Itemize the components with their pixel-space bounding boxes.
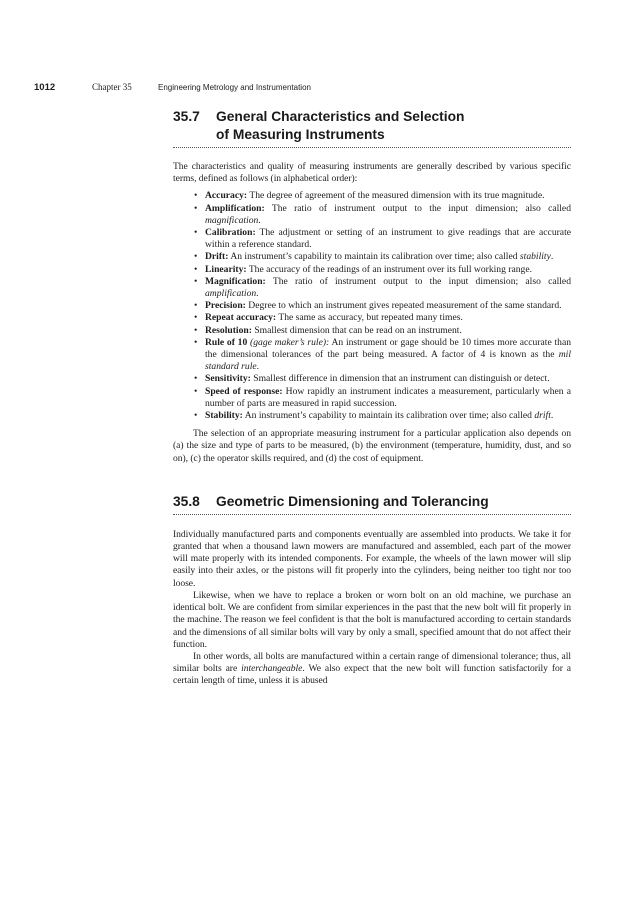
- bullet-icon: •: [194, 385, 198, 397]
- bullet-icon: •: [194, 263, 198, 275]
- definition-end: .: [550, 251, 554, 263]
- para3-end: . We also expect that the new bolt will function satisfactorily for a certain length of time, unless it is abused: [173, 663, 572, 687]
- bullet-icon: •: [194, 251, 198, 263]
- definition-italic: stability: [519, 251, 551, 263]
- definition-text: Degree to which an instrument gives repeated measurement of the same standard.: [248, 300, 562, 312]
- definition-term: Stability:: [205, 410, 243, 422]
- body-paragraph-1: Individually manufactured parts and components eventually are assembled into products. We take it for granted that when a thousand lawn mowers are manufactured and assembled, each part of the mower will mate properly with its intended components. For example, the wheels of the lawn mower will slip easily into their axles, or the pistons will fit properly into the cylinders, being neither too tight nor too loose.: [173, 528, 571, 589]
- definition-text: The accuracy of the readings of an instrument over its full working range.: [248, 263, 532, 275]
- definition-term: Drift:: [205, 251, 229, 263]
- section-body: [173, 529, 571, 688]
- body-paragraph-2: Likewise, when we have to replace a broken or worn bolt on an old machine, we purchase an identical bolt. We are confident from similar experiences in the past that the new bolt will fit properly in the machine. The reason we feel confident is that the bolt is manufactured according to certain standards and the dimensions of all similar bolts will vary by only a small, specified amount that do not affect their function.: [173, 589, 571, 650]
- definition-item: [194, 337, 571, 374]
- definition-term: Amplification:: [205, 202, 265, 214]
- bullet-icon: •: [194, 410, 198, 422]
- section-divider: [173, 514, 571, 515]
- definition-text: Smallest difference in dimension that an instrument can distinguish or detect.: [253, 373, 550, 385]
- page-body: [173, 108, 571, 688]
- definition-text: Smallest dimension that can be read on an instrument.: [254, 324, 462, 336]
- definition-term: Precision:: [205, 300, 246, 312]
- definition-text: An instrument’s capability to maintain its calibration over time; also called: [244, 410, 535, 422]
- definition-text: The degree of agreement of the measured dimension with its true magnitude.: [249, 190, 545, 202]
- bullet-icon: •: [194, 275, 198, 287]
- definition-italic: magnification: [205, 214, 259, 226]
- definition-term: Resolution:: [205, 324, 252, 336]
- bullet-icon: •: [194, 300, 198, 312]
- definition-italic: amplification: [205, 288, 257, 300]
- body-paragraph-3: [173, 651, 571, 688]
- definition-text: How rapidly an instrument indicates a measurement, particularly when a number of parts are measured in rapid succession.: [205, 385, 571, 409]
- definitions-list: [173, 190, 571, 422]
- bullet-icon: •: [194, 190, 198, 202]
- definition-note: (gage maker’s rule):: [250, 336, 330, 348]
- definition-term: Magnification:: [205, 275, 266, 287]
- section-35-8: [173, 493, 571, 688]
- section-title-line2: of Measuring Instruments: [216, 127, 385, 142]
- bullet-icon: •: [194, 336, 198, 348]
- bullet-icon: •: [194, 312, 198, 324]
- definition-item: [194, 227, 571, 251]
- definition-item: [194, 300, 571, 312]
- definition-end: .: [256, 361, 260, 373]
- bullet-icon: •: [194, 373, 198, 385]
- section-heading-35-8: [173, 493, 571, 511]
- definition-item: [194, 264, 571, 276]
- definition-item: [194, 373, 571, 385]
- definition-term: Speed of response:: [205, 385, 283, 397]
- section-title-line1: General Characteristics and Selection: [216, 109, 465, 124]
- definition-text: The ratio of instrument output to the input dimension; also called: [272, 275, 571, 287]
- section-divider: [173, 147, 571, 148]
- definition-end: .: [256, 288, 259, 300]
- definition-item: [194, 203, 571, 227]
- selection-paragraph: The selection of an appropriate measuring instrument for a particular application also depends on (a) the size and type of parts to be measured, (b) the environment (temperature, humidity, dust, and so on), (c) the operator skills required, and (d) the cost of equipment.: [173, 428, 571, 464]
- section-title: Geometric Dimensioning and Tolerancing: [216, 493, 489, 509]
- definition-text: The adjustment or setting of an instrument to give readings that are accurate within a reference standard.: [205, 227, 571, 251]
- definition-item: [194, 190, 571, 202]
- section-heading-35-7: [173, 108, 571, 144]
- definition-italic: drift: [534, 410, 551, 422]
- definition-term: Calibration:: [205, 227, 256, 239]
- para3-italic: interchangeable: [241, 663, 303, 675]
- definition-text: An instrument or gage should be 10 times more accurate than the dimensional tolerances of the part being measured. A factor of 4 is known as the: [205, 336, 571, 361]
- definition-term: Sensitivity:: [205, 373, 251, 385]
- intro-paragraph: The characteristics and quality of measuring instruments are generally described by various specific terms, defined as follows (in alphabetical order):: [173, 161, 571, 185]
- definition-text: The same as accuracy, but repeated many times.: [278, 312, 463, 324]
- definition-item: [194, 410, 571, 422]
- bullet-icon: •: [194, 324, 198, 336]
- definition-text: An instrument’s capability to maintain its calibration over time; also called: [230, 251, 520, 263]
- page-number: 1012: [34, 82, 56, 93]
- definition-term: Accuracy:: [205, 190, 248, 202]
- definition-item: [194, 325, 571, 337]
- definition-end: .: [550, 410, 554, 422]
- definition-text: The ratio of instrument output to the input dimension; also called: [271, 202, 571, 214]
- definition-item: [194, 276, 571, 300]
- definition-term: Linearity:: [205, 263, 247, 275]
- para3-text: In other words, all bolts are manufactured within a certain range of dimensional tolerance; thus, all similar bolts are: [173, 650, 571, 675]
- definition-item: [194, 312, 571, 324]
- definition-term: Repeat accuracy:: [205, 312, 277, 324]
- definition-italic: mil standard rule: [205, 349, 571, 373]
- book-title: Engineering Metrology and Instrumentation: [158, 83, 311, 92]
- definition-end: .: [258, 214, 261, 226]
- section-number: 35.7: [173, 109, 200, 124]
- running-head: [34, 82, 594, 93]
- bullet-icon: •: [194, 227, 198, 239]
- bullet-icon: •: [194, 202, 198, 214]
- definition-item: [194, 386, 571, 410]
- section-number: 35.8: [173, 493, 200, 509]
- definition-term: Rule of 10: [205, 336, 248, 348]
- chapter-label: Chapter 35: [92, 82, 132, 92]
- definition-item: [194, 251, 571, 263]
